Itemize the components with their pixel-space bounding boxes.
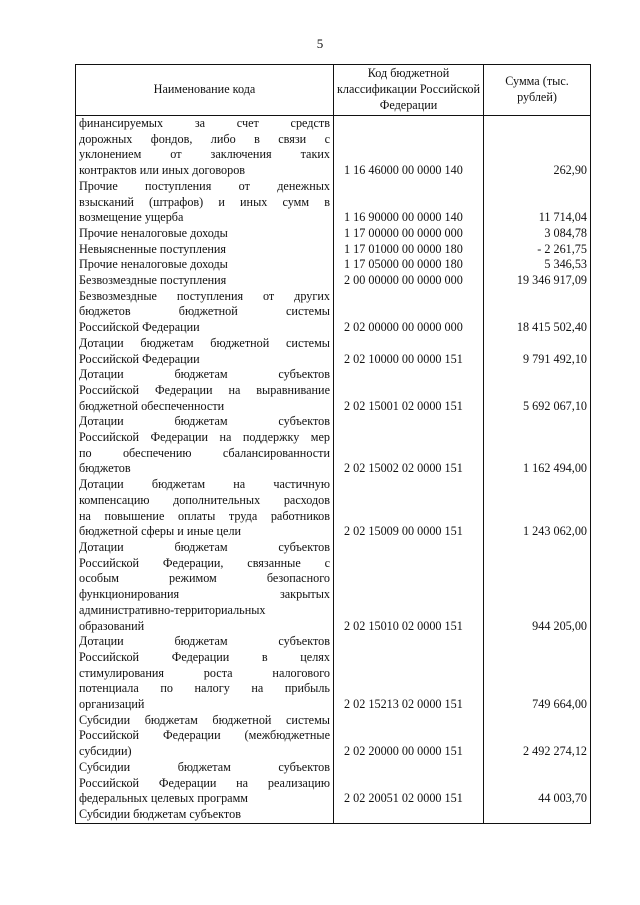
header-row bbox=[76, 65, 591, 116]
row-name bbox=[76, 116, 334, 179]
row-sum: 944 205,00 bbox=[484, 540, 591, 634]
row-name-line: Прочие неналоговые доходы bbox=[79, 225, 228, 240]
row-name bbox=[76, 713, 334, 760]
row-name-line: бюджетов bbox=[79, 461, 131, 476]
row-name bbox=[76, 242, 334, 258]
row-name bbox=[76, 273, 334, 289]
row-code: 1 16 90000 00 0000 140 bbox=[334, 179, 484, 226]
row-sum: 3 084,78 bbox=[484, 226, 591, 242]
row-name-line: уклонением от заключения таких bbox=[79, 147, 330, 162]
row-name-line: Безвозмездные поступления от других bbox=[79, 288, 330, 303]
row-name-line: Российской Федерации на выравнивание bbox=[79, 382, 330, 397]
row-name-line: на повышение оплаты труда работников bbox=[79, 508, 330, 523]
row-code: 1 16 46000 00 0000 140 bbox=[334, 116, 484, 179]
row-code: 2 02 15213 02 0000 151 bbox=[334, 634, 484, 713]
table-body bbox=[76, 116, 591, 824]
row-code bbox=[334, 807, 484, 823]
table-row bbox=[76, 242, 591, 258]
row-name-line: Российской Федерации на поддержку мер bbox=[79, 430, 330, 445]
table-row bbox=[76, 540, 591, 634]
row-name-line: Невыясненные поступления bbox=[79, 241, 227, 256]
row-name-line: взысканий (штрафов) и иных сумм в bbox=[79, 194, 330, 209]
row-name-line: Субсидии бюджетам субъектов bbox=[79, 759, 330, 774]
row-name-line: Российской Федерации в целях bbox=[79, 649, 330, 664]
row-name-line: Российской Федерации bbox=[79, 320, 200, 335]
row-name-line: субсидии) bbox=[79, 744, 132, 759]
row-name-line: бюджетов бюджетной системы bbox=[79, 304, 330, 319]
row-name-line: Субсидии бюджетам бюджетной системы bbox=[79, 712, 330, 727]
row-sum bbox=[484, 807, 591, 823]
row-name-line: особым режимом безопасного bbox=[79, 571, 330, 586]
row-code: 1 17 00000 00 0000 000 bbox=[334, 226, 484, 242]
row-name-line: Дотации бюджетам субъектов bbox=[79, 539, 330, 554]
budget-table bbox=[75, 64, 591, 824]
row-sum: 9 791 492,10 bbox=[484, 336, 591, 367]
row-sum: - 2 261,75 bbox=[484, 242, 591, 258]
row-name bbox=[76, 257, 334, 273]
row-name bbox=[76, 634, 334, 713]
row-name-line: бюджетной обеспеченности bbox=[79, 398, 225, 413]
table-row bbox=[76, 179, 591, 226]
table-header bbox=[76, 65, 591, 116]
table-row bbox=[76, 713, 591, 760]
row-name-line: Прочие поступления от денежных bbox=[79, 178, 330, 193]
table-row bbox=[76, 116, 591, 179]
row-name bbox=[76, 226, 334, 242]
row-name-line: федеральных целевых программ bbox=[79, 791, 249, 806]
row-name-line: Дотации бюджетам субъектов bbox=[79, 367, 330, 382]
row-name-line: Дотации бюджетам бюджетной системы bbox=[79, 335, 330, 350]
header-sum: Сумма (тыс. рублей) bbox=[484, 65, 591, 116]
row-name bbox=[76, 414, 334, 477]
row-sum: 749 664,00 bbox=[484, 634, 591, 713]
row-name-line: Российской Федерации на реализацию bbox=[79, 775, 330, 790]
row-name bbox=[76, 477, 334, 540]
row-name-line: стимулирования роста налогового bbox=[79, 665, 330, 680]
row-sum: 44 003,70 bbox=[484, 760, 591, 807]
row-sum: 1 243 062,00 bbox=[484, 477, 591, 540]
row-code: 2 02 15009 00 0000 151 bbox=[334, 477, 484, 540]
row-name-line: образований bbox=[79, 618, 145, 633]
row-code: 2 00 00000 00 0000 000 bbox=[334, 273, 484, 289]
row-sum: 1 162 494,00 bbox=[484, 414, 591, 477]
header-name: Наименование кода bbox=[76, 65, 334, 116]
table-row bbox=[76, 477, 591, 540]
row-sum: 262,90 bbox=[484, 116, 591, 179]
table-row bbox=[76, 634, 591, 713]
row-name-line: организаций bbox=[79, 697, 145, 712]
row-name-line: Субсидии бюджетам субъектов bbox=[79, 806, 241, 821]
table-row bbox=[76, 226, 591, 242]
row-name-line: Дотации бюджетам субъектов bbox=[79, 414, 330, 429]
row-name-line: функционирования закрытых bbox=[79, 587, 330, 602]
row-sum: 2 492 274,12 bbox=[484, 713, 591, 760]
table-row bbox=[76, 807, 591, 823]
row-name bbox=[76, 367, 334, 414]
row-name-line: административно-территориальных bbox=[79, 602, 266, 617]
row-code: 2 02 20000 00 0000 151 bbox=[334, 713, 484, 760]
table-row bbox=[76, 273, 591, 289]
row-code: 2 02 15002 02 0000 151 bbox=[334, 414, 484, 477]
table-row bbox=[76, 289, 591, 336]
row-code: 2 02 10000 00 0000 151 bbox=[334, 336, 484, 367]
row-name-line: дорожных фондов, либо в связи с bbox=[79, 131, 330, 146]
row-name-line: Российской Федерации bbox=[79, 351, 200, 366]
row-name-line: Прочие неналоговые доходы bbox=[79, 257, 228, 272]
header-code: Код бюджетной классификации Российской Федерации bbox=[334, 65, 484, 116]
row-name-line: финансируемых за счет средств bbox=[79, 116, 330, 130]
row-name-line: Безвозмездные поступления bbox=[79, 273, 227, 288]
row-name-line: по обеспечению сбалансированности bbox=[79, 445, 330, 460]
row-name-line: потенциала по налогу на прибыль bbox=[79, 681, 330, 696]
row-name-line: Российской Федерации (межбюджетные bbox=[79, 728, 330, 743]
row-name-line: Российской Федерации, связанные с bbox=[79, 555, 330, 570]
row-code: 1 17 01000 00 0000 180 bbox=[334, 242, 484, 258]
row-name-line: компенсацию дополнительных расходов bbox=[79, 492, 330, 507]
row-code: 2 02 20051 02 0000 151 bbox=[334, 760, 484, 807]
row-name bbox=[76, 336, 334, 367]
row-code: 2 02 15010 02 0000 151 bbox=[334, 540, 484, 634]
row-name-line: Дотации бюджетам на частичную bbox=[79, 477, 330, 492]
row-name bbox=[76, 289, 334, 336]
row-sum: 11 714,04 bbox=[484, 179, 591, 226]
row-name bbox=[76, 760, 334, 807]
row-name-line: возмещение ущерба bbox=[79, 210, 184, 225]
row-sum: 5 692 067,10 bbox=[484, 367, 591, 414]
row-code: 1 17 05000 00 0000 180 bbox=[334, 257, 484, 273]
row-code: 2 02 15001 02 0000 151 bbox=[334, 367, 484, 414]
page-number: 5 bbox=[316, 36, 324, 51]
table-row bbox=[76, 367, 591, 414]
row-code: 2 02 00000 00 0000 000 bbox=[334, 289, 484, 336]
table-row bbox=[76, 336, 591, 367]
row-sum: 19 346 917,09 bbox=[484, 273, 591, 289]
row-sum: 5 346,53 bbox=[484, 257, 591, 273]
table-row bbox=[76, 257, 591, 273]
row-name bbox=[76, 179, 334, 226]
row-name bbox=[76, 540, 334, 634]
row-name-line: Дотации бюджетам субъектов bbox=[79, 634, 330, 649]
row-name-line: бюджетной сферы и иные цели bbox=[79, 524, 242, 539]
row-name-line: контрактов или иных договоров bbox=[79, 163, 246, 178]
table-row bbox=[76, 760, 591, 807]
row-sum: 18 415 502,40 bbox=[484, 289, 591, 336]
row-name bbox=[76, 807, 334, 823]
table-row bbox=[76, 414, 591, 477]
